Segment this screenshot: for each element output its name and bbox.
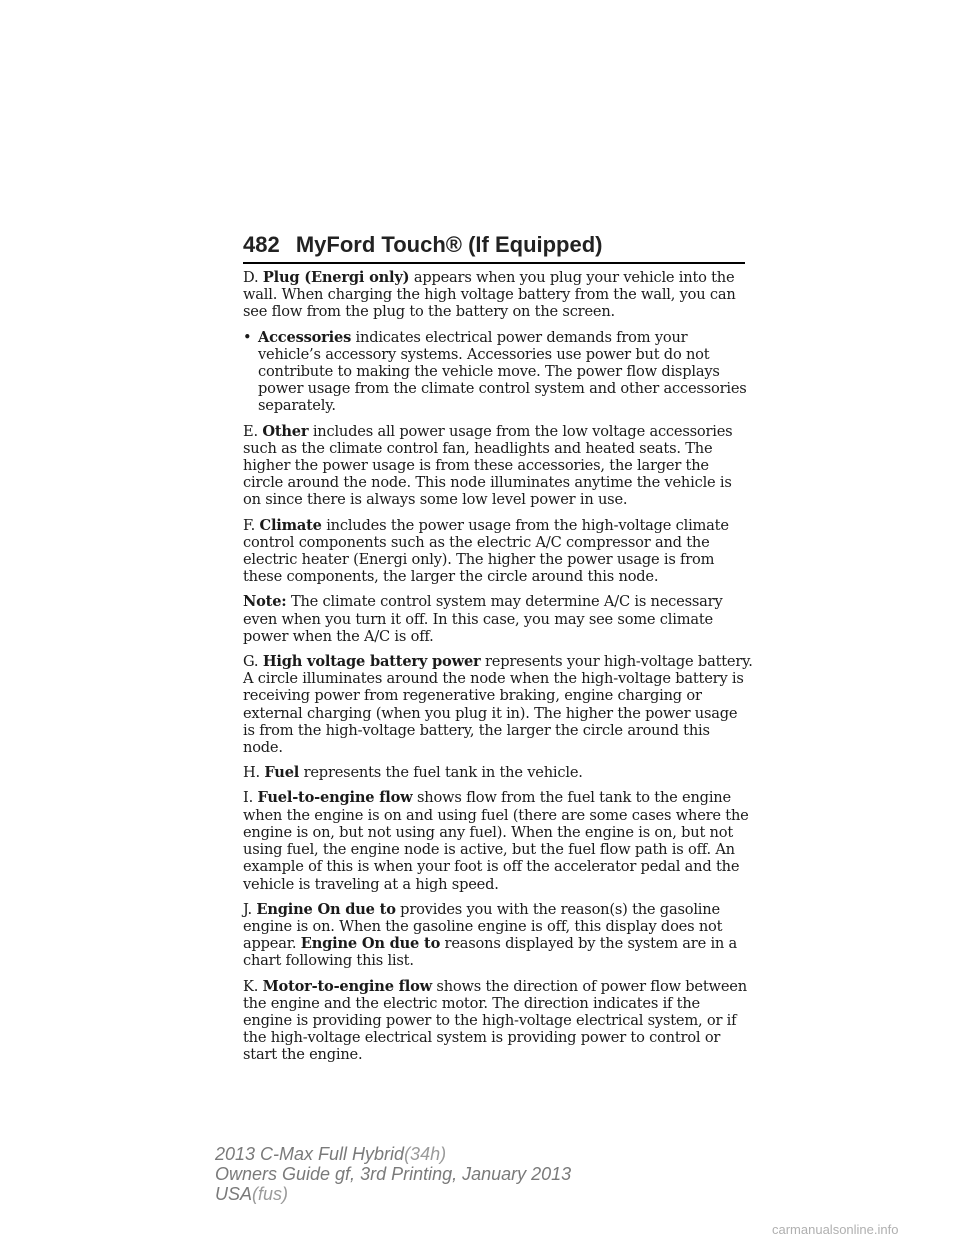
bullet-icon: • xyxy=(243,328,252,346)
body-text xyxy=(243,269,753,1072)
term-engine-on-2: Engine On due to xyxy=(300,935,441,953)
footer-model-code: (34h) xyxy=(404,1144,447,1164)
section-title: MyFord Touch® (If Equipped) xyxy=(295,232,603,257)
paragraph-i: I. Fuel-to-engine flow shows flow from the fuel tank to the engine when the engine is on and using fuel (there are some cases where the engine is on, but not using any fuel). When the engine is on, but not using fuel, the engine node is active, but the fuel flow path is off. An example of this is when your foot is off the accelerator pedal and the vehicle is traveling at a high speed. xyxy=(243,789,749,893)
document-footer xyxy=(215,1144,571,1204)
paragraph-f: F. Climate includes the power usage from the high-voltage climate control components such as the electric A/C compressor and the electric heater (Energi only). The higher the power usage is from these components, the larger the circle around this node. xyxy=(243,516,729,586)
term-engine-on: Engine On due to xyxy=(256,900,396,918)
term-fuel-to-engine: Fuel-to-engine flow xyxy=(257,789,413,807)
term-fuel: Fuel xyxy=(264,764,300,782)
page-header xyxy=(243,232,603,258)
paragraph-g: G. High voltage battery power represents your high-voltage battery. A circle illuminates around the node when the high-voltage battery is receiving power from regenerative braking, engine charging or external charging (when you plug it in). The higher the power usage is from the high-voltage battery, the larger the circle around this node. xyxy=(243,653,753,757)
footer-market-code: (fus) xyxy=(252,1184,289,1204)
paragraph-j: J. Engine On due to provides you with the reason(s) the gasoline engine is on. When the gasoline engine is off, this display does not appear. Engine On due to reasons displayed by the system are in a chart following this list. xyxy=(243,900,738,970)
page-number: 482 xyxy=(243,232,280,257)
note: Note: The climate control system may determine A/C is necessary even when you turn it off. In this case, you may see some climate power when the A/C is off. xyxy=(243,593,723,645)
paragraph-e: E. Other includes all power usage from the low voltage accessories such as the climate control fan, headlights and heated seats. The higher the power usage is from these accessories, the larger the circle around the node. This node illuminates anytime the vehicle is on since there is always some low level power in use. xyxy=(243,422,733,509)
watermark-link[interactable]: carmanualsonline.info xyxy=(772,1222,899,1237)
term-accessories: Accessories xyxy=(258,328,352,346)
term-plug: Plug (Energi only) xyxy=(262,269,410,286)
bullet-accessories: • Accessories indicates electrical power demands from your vehicle’s accessory systems. Accessories use power but do not contribute to making the vehicle move. The power flow displays power usage from the climate control system and other accessories separately. xyxy=(243,328,747,415)
paragraph-d: D. Plug (Energi only) appears when you plug your vehicle into the wall. When charging the high voltage battery from the wall, you can see flow from the plug to the battery on the screen. xyxy=(243,269,736,321)
paragraph-h: H. Fuel represents the fuel tank in the vehicle. xyxy=(243,764,583,782)
footer-model: 2013 C-Max Full Hybrid xyxy=(215,1144,405,1164)
paragraph-k: K. Motor-to-engine flow shows the direction of power flow between the engine and the electric motor. The direction indicates if the engine is providing power to the high-voltage electrical system, or if the high-voltage electrical system is providing power to control or start the engine. xyxy=(243,977,747,1064)
term-climate: Climate xyxy=(259,516,322,534)
header-divider xyxy=(243,262,745,264)
footer-printing: Owners Guide gf, 3rd Printing, January 2013 xyxy=(215,1164,572,1184)
term-other: Other xyxy=(262,422,309,440)
note-label: Note: xyxy=(243,593,287,611)
footer-market: USA xyxy=(215,1184,253,1204)
term-hv-battery: High voltage battery power xyxy=(262,653,481,671)
term-motor-to-engine: Motor-to-engine flow xyxy=(262,977,432,995)
